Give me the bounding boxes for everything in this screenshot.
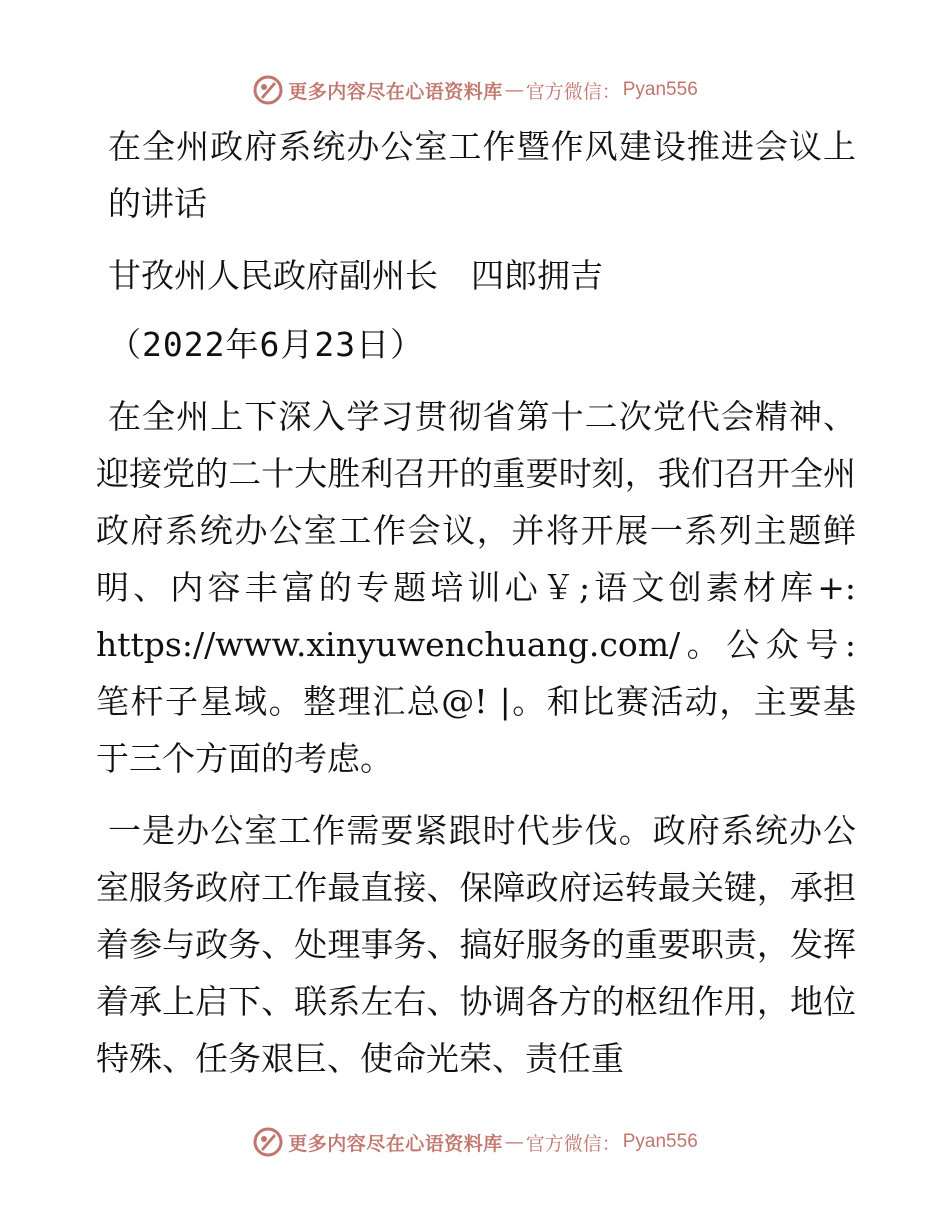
quill-seal-icon [252,1126,284,1158]
body-paragraph: 一是办公室工作需要紧跟时代步伐。政府系统办公室服务政府工作最直接、保障政府运转最关键，承担着参与政务、处理事务、搞好服务的重要职责，发挥着承上启下、联系左右、协调各方的枢纽作用，地位特殊、任务艰巨、使命光荣、责任重 [96,811,856,1078]
footer-watermark [0,1122,950,1162]
document-date: （2022年6月23日） [108,325,425,364]
document-author: 甘孜州人民政府副州长 四郎拥吉 [108,256,603,295]
document-body [96,118,856,1087]
header-watermark [0,70,950,110]
document-title: 在全州政府系统办公室工作暨作风建设推进会议上的讲话 [108,127,856,223]
watermark-separator: — [504,1131,524,1153]
watermark-wechat-id: Pyan556 [622,79,698,100]
body-paragraph: 在全州上下深入学习贯彻省第十二次党代会精神、迎接党的二十大胜利召开的重要时刻，我们召开全州政府系统办公室工作会议，并将开展一系列主题鲜明、内容丰富的专题培训心￥;语文创素材库+: https://www.xinyuwenchuang.com/。公众号: 笔杆子星域。整理汇总@! |。和比赛活动，主要基于三个方面的考虑。 [96,397,856,778]
watermark-separator: — [504,79,524,101]
watermark-wechat-label: 官方微信： [525,1132,621,1155]
watermark-wechat-id: Pyan556 [622,1131,698,1152]
quill-seal-icon [252,74,284,106]
watermark-main-text: 更多内容尽在心语资料库 [288,1132,503,1155]
watermark-main-text: 更多内容尽在心语资料库 [288,80,503,103]
watermark-wechat-label: 官方微信： [525,80,621,103]
